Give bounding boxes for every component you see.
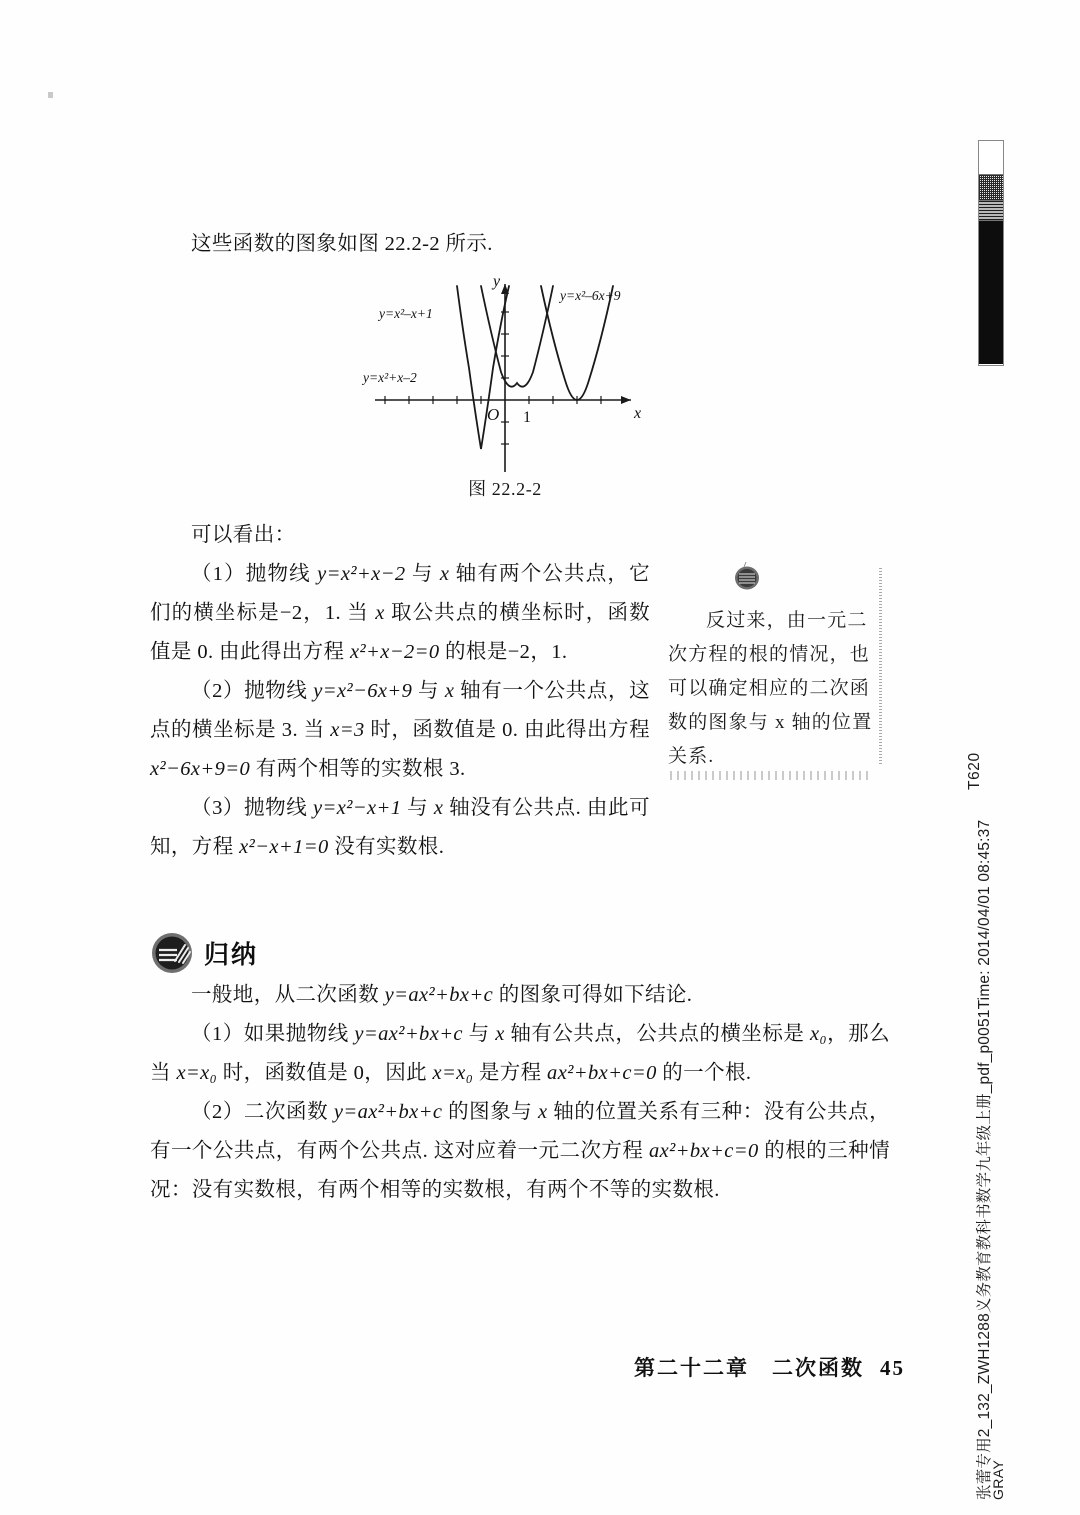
x-tick-label-1: 1 [523,409,531,426]
page-footer [0,1352,905,1382]
curve-label-x2-minus-6x-plus-9: y=x²–6x+9 [560,288,621,303]
axis-label-y: y [493,273,501,290]
item3-prefix: （3）抛物线 [191,797,313,819]
body-item-1 [150,555,650,672]
footer-chapter: 第二十二章 二次函数 [634,1356,864,1380]
item1-mid-3: 取公共点的横坐标时，函数值是 0. 由此得出方程 [150,602,650,663]
item1-mid-2: 轴有两个公共点，它们的横坐标是−2，1. 当 [150,563,650,624]
curve-label-x2-minus-x-plus-1: y=x²–x+1 [379,306,433,321]
guina1-mid-3: ，那么当 [150,1023,891,1084]
item1-var-x-a: x [439,563,450,585]
guina2-suffix: 的根的三种情况：没有实数根，有两个相等的实数根，有两个不等的实数根. [150,1140,890,1201]
item1-equation-2: x²+x−2=0 [349,641,440,663]
guina1-x0: x₀ [809,1023,827,1045]
guina-lead [150,976,890,1015]
item3-equation-2: x²−x+1=0 [239,836,329,858]
origin-label: O [487,405,500,424]
margin-job-line: 张蕾专用2_132_ZWH1288义务教育教科书数学九年级上册_pdf_p0051Time: 2014/04/01 08:45:37 [976,819,993,1500]
guina-seal-icon [150,931,194,975]
guina1-mid-2: 轴有公共点，公共点的横坐标是 [504,1023,810,1045]
guina1-equation-x-equals-x0-b: x=x₀ [432,1062,474,1084]
guina-item-1 [150,1015,890,1093]
item3-suffix: 没有实数根. [328,836,445,858]
guina-lead-suffix: 的图象可得如下结论. [493,984,693,1006]
guina2-mid-2: 轴的位置关系有三种：没有公共点，有一个公共点，有两个公共点. 这对应着一元二次方程 [150,1101,890,1162]
guina1-equation-x-equals-x0-a: x=x₀ [176,1062,218,1084]
item3-var-x: x [433,797,444,819]
guina1-equation-1: y=ax²+bx+c [354,1023,463,1045]
calibration-segment-dither-light [979,175,1003,201]
calibration-segment-solid [979,221,1003,364]
item2-equation-1: y=x²−6x+9 [313,680,413,702]
body-lead: 可以看出： [191,524,296,546]
body-item-3 [150,789,650,867]
item1-var-x-b: x [375,602,385,624]
item3-mid-2: 轴没有公共点. 由此可知，方程 [150,797,650,858]
guina2-var-x: x [538,1101,548,1123]
guina1-mid-1: 与 [462,1023,496,1045]
item2-suffix: 有两个相等的实数根 3. [250,758,466,780]
margin-plate-code: T620 [966,752,983,790]
item1-prefix: （1）抛物线 [191,563,318,585]
guina1-prefix: （1）如果抛物线 [191,1023,355,1045]
item3-equation-1: y=x²−x+1 [313,797,402,819]
guina1-equation-2: ax²+bx+c=0 [547,1062,657,1084]
guina1-suffix: 的一个根. [656,1062,752,1084]
item2-mid-1: 与 [412,680,445,702]
guina-lead-prefix: 一般地，从二次函数 [191,984,385,1006]
calibration-segment-white [979,141,1003,175]
item2-prefix: （2）抛物线 [191,680,314,702]
guina1-mid-4: 时，函数值是 0，因此 [217,1062,433,1084]
guina1-mid-5: 是方程 [473,1062,548,1084]
guina-lead-equation: y=ax²+bx+c [384,984,494,1006]
item1-suffix: 的根是−2，1. [439,641,568,663]
guina-heading [150,930,890,976]
calibration-segment-dither-mid [979,201,1003,221]
item2-mid-3: 时，函数值是 0. 由此得出方程 [364,719,650,741]
intro-sentence: 这些函数的图象如图 22.2-2 所示. [191,233,493,255]
side-note [668,552,880,784]
item2-equation-2: x²−6x+9=0 [150,758,251,780]
guina2-equation-1: y=ax²+bx+c [333,1101,443,1123]
item2-var-x: x [444,680,455,702]
body-block [150,516,650,867]
registration-mark-top-left [48,92,53,98]
print-calibration-bar [978,140,1004,366]
item1-equation-1: y=x²+x−2 [317,563,406,585]
side-note-text: 反过来，由一元二次方程的根的情况，也可以确定相应的二次函数的图象与 x 轴的位置关系. [668,610,873,767]
curve-label-x2-plus-x-minus-2: y=x²+x–2 [363,370,417,385]
decorative-seal-icon [730,560,764,594]
guina-section [150,930,890,1210]
guina2-prefix: （2）二次函数 [191,1101,334,1123]
figure-caption: 图 22.2-2 [468,479,542,499]
margin-color-mode: GRAY [990,1459,1006,1500]
item2-mid-2: 轴有一个公共点，这点的横坐标是 3. 当 [150,680,650,741]
guina-title: 归纳 [204,941,259,969]
figure-22-2-2 [355,272,655,517]
side-note-bottom-speckle [670,771,868,780]
guina2-mid-1: 的图象与 [442,1101,539,1123]
item3-mid-1: 与 [401,797,434,819]
body-item-2 [150,672,650,789]
guina2-equation-2: ax²+bx+c=0 [648,1140,759,1162]
guina-item-2 [150,1093,890,1210]
item2-equation-x-equals-3: x=3 [330,719,365,741]
footer-page-number: 45 [880,1356,905,1380]
item1-mid-1: 与 [405,563,440,585]
guina1-var-x: x [495,1023,505,1045]
intro-block [150,225,650,264]
side-note-right-rule [879,568,882,764]
axis-label-x: x [634,405,642,422]
